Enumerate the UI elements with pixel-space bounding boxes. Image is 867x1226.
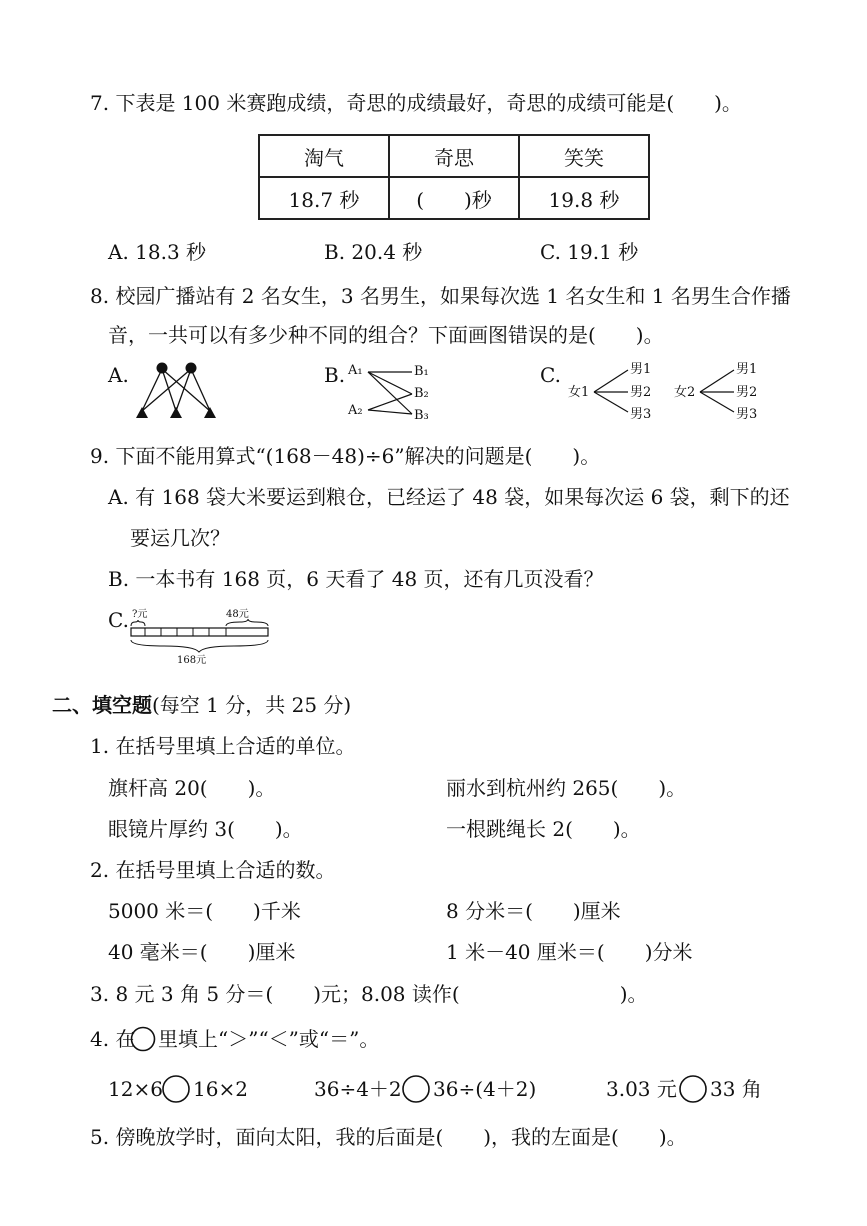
q9-option-b[interactable]: B. 一本书有 168 页，6 天看了 48 页，还有几页没看？ xyxy=(108,567,604,591)
q8-option-a-diagram xyxy=(135,362,220,422)
compare-circle-icon xyxy=(130,1026,156,1052)
q9-stem: 9. 下面不能用算式“(168－48)÷6”解决的问题是( )。 xyxy=(90,444,601,468)
q8-c-boy-1b: 男1 xyxy=(736,362,758,377)
q8-b-left-1: A₁ xyxy=(348,363,363,378)
q8-b-right-2: B₂ xyxy=(414,386,429,401)
q8-stem-line1: 8. 校园广播站有 2 名女生，3 名男生，如果每次选 1 名女生和 1 名男生合作播 xyxy=(90,284,791,308)
f2-item-4[interactable]: 1 米－40 厘米＝( )分米 xyxy=(446,940,693,964)
f2-stem: 2. 在括号里填上合适的数。 xyxy=(90,858,336,882)
f4-stem-post: 里填上“＞”“＜”或“＝”。 xyxy=(158,1027,380,1051)
f1-stem: 1. 在括号里填上合适的单位。 xyxy=(90,734,356,758)
q7-option-c[interactable]: C. 19.1 秒 xyxy=(540,240,639,264)
table-header-row xyxy=(259,135,649,177)
table-cell: 19.8 秒 xyxy=(519,177,649,219)
q7-option-a[interactable]: A. 18.3 秒 xyxy=(108,240,207,264)
f2-item-2[interactable]: 8 分米＝( )厘米 xyxy=(446,899,621,923)
q8-option-c-tree-1 xyxy=(594,366,630,416)
table-cell-blank[interactable]: ( )秒 xyxy=(389,177,519,219)
compare-circle-3[interactable] xyxy=(678,1074,708,1104)
q7-option-b[interactable]: B. 20.4 秒 xyxy=(324,240,423,264)
q9-option-c-bar-diagram xyxy=(128,618,274,654)
q8-c-boy-2a: 男2 xyxy=(630,385,652,400)
q8-c-girl-2: 女2 xyxy=(674,385,696,400)
f4-stem-pre: 4. 在 xyxy=(90,1027,136,1051)
f1-item-4[interactable]: 一根跳绳长 2( )。 xyxy=(446,817,641,841)
q8-c-boy-3b: 男3 xyxy=(736,407,758,422)
q8-option-c-tree-2 xyxy=(700,366,736,416)
q9-option-c-label[interactable]: C. xyxy=(108,608,129,632)
section2-title: 二、填空题 xyxy=(52,693,152,717)
compare-circle-1[interactable] xyxy=(161,1074,191,1104)
f4-compare-3-left: 3.03 元 xyxy=(606,1077,677,1101)
f4-compare-2-left: 36÷4＋2 xyxy=(314,1077,402,1101)
q8-c-boy-3a: 男3 xyxy=(630,407,652,422)
q8-stem-line2: 音，一共可以有多少种不同的组合？下面画图错误的是( )。 xyxy=(108,323,664,347)
table-header-cell: 奇思 xyxy=(389,135,519,177)
q9-option-a-line1[interactable]: A. 有 168 袋大米要运到粮仓，已经运了 48 袋，如果每次运 6 袋，剩下的还 xyxy=(108,485,790,509)
q9-c-part-label: 48元 xyxy=(226,609,249,620)
f1-item-2[interactable]: 丽水到杭州约 265( )。 xyxy=(446,776,687,800)
q8-c-boy-2b: 男2 xyxy=(736,385,758,400)
q8-c-girl-1: 女1 xyxy=(568,385,590,400)
q8-option-b-diagram xyxy=(366,366,416,416)
f4-compare-1-right: 16×2 xyxy=(193,1077,248,1101)
f4-compare-3-right: 33 角 xyxy=(710,1077,762,1101)
f4-compare-1-left: 12×6 xyxy=(108,1077,163,1101)
table-header-cell: 笑笑 xyxy=(519,135,649,177)
q8-option-b-label[interactable]: B. xyxy=(324,363,346,387)
f5-stem[interactable]: 5. 傍晚放学时，面向太阳，我的后面是( )，我的左面是( )。 xyxy=(90,1125,687,1149)
f2-item-1[interactable]: 5000 米＝( )千米 xyxy=(108,899,301,923)
q8-option-c-label[interactable]: C. xyxy=(540,363,561,387)
q7-stem: 7. 下表是 100 米赛跑成绩，奇思的成绩最好，奇思的成绩可能是( )。 xyxy=(90,91,742,115)
q8-c-boy-1a: 男1 xyxy=(630,362,652,377)
table-cell: 18.7 秒 xyxy=(259,177,389,219)
f1-item-3[interactable]: 眼镜片厚约 3( )。 xyxy=(108,817,303,841)
compare-circle-2[interactable] xyxy=(401,1074,431,1104)
q9-option-a-line2[interactable]: 要运几次？ xyxy=(130,526,230,550)
f3-stem[interactable]: 3. 8 元 3 角 5 分＝( )元；8.08 读作( )。 xyxy=(90,982,648,1006)
q8-b-right-3: B₃ xyxy=(414,408,429,423)
q9-c-unknown-label: ?元 xyxy=(132,609,148,620)
q8-b-right-1: B₁ xyxy=(414,364,429,379)
table-row xyxy=(259,177,649,219)
section2-note: (每空 1 分，共 25 分) xyxy=(152,693,352,717)
f1-item-1[interactable]: 旗杆高 20( )。 xyxy=(108,776,276,800)
score-table xyxy=(258,134,650,220)
f2-item-3[interactable]: 40 毫米＝( )厘米 xyxy=(108,940,296,964)
q9-c-total-label: 168元 xyxy=(177,655,207,666)
f4-compare-2-right: 36÷(4＋2) xyxy=(433,1077,537,1101)
table-header-cell: 淘气 xyxy=(259,135,389,177)
q8-option-a-label[interactable]: A. xyxy=(108,363,129,387)
q8-b-left-2: A₂ xyxy=(348,403,363,418)
